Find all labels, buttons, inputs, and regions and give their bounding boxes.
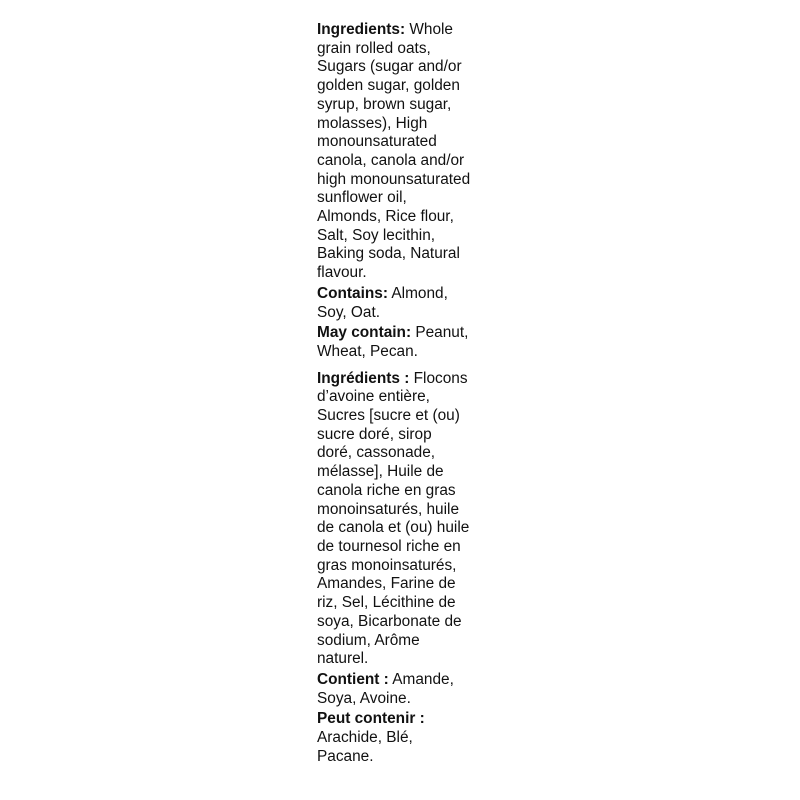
french-ingredients-block bbox=[317, 370, 492, 669]
french-ingredients-text: naturel. bbox=[317, 650, 369, 668]
english-may-contain-text: Peanut, bbox=[411, 324, 469, 342]
english-ingredients-text: Whole bbox=[405, 21, 453, 38]
english-ingredients-text: Almonds, Rice flour, bbox=[317, 208, 454, 226]
english-ingredients-text: syrup, brown sugar, bbox=[317, 95, 452, 113]
english-ingredients-text: grain rolled oats, bbox=[317, 39, 431, 57]
english-ingredients-text: sunflower oil, bbox=[317, 189, 407, 207]
french-ingredients-text: soya, Bicarbonate de bbox=[317, 612, 462, 630]
english-ingredients-text: monounsaturated bbox=[317, 133, 437, 151]
english-contains-text: Almond, bbox=[387, 284, 448, 302]
english-contains-line-1 bbox=[317, 285, 492, 304]
french-may-contain-block bbox=[317, 710, 492, 766]
french-ingredients-text: sodium, Arôme bbox=[317, 631, 420, 649]
french-contains-heading: Contient : bbox=[317, 670, 389, 688]
french-ingredients-text: gras monoinsaturés, bbox=[317, 556, 457, 574]
french-ingredients-text: canola riche en gras bbox=[317, 481, 456, 499]
french-ingredients-text: Sucres [sucre et (ou) bbox=[317, 407, 460, 425]
french-ingredients-text: sucre doré, sirop bbox=[317, 425, 432, 443]
english-ingredients-text: Sugars (sugar and/or bbox=[317, 58, 462, 76]
english-ingredients-text: flavour. bbox=[317, 264, 367, 282]
french-may-contain-heading: Peut contenir : bbox=[317, 710, 425, 728]
french-ingredients-heading: Ingrédients : bbox=[317, 369, 410, 387]
french-contains-text: Soya, Avoine. bbox=[317, 689, 411, 707]
french-ingredients-text: Amandes, Farine de bbox=[317, 575, 456, 593]
english-may-contain-line-1 bbox=[317, 324, 492, 343]
english-may-contain-block bbox=[317, 324, 492, 361]
english-ingredients-text: Baking soda, Natural bbox=[317, 245, 460, 263]
french-ingredients-text: d’avoine entière, bbox=[317, 388, 430, 406]
english-ingredients-text: molasses), High bbox=[317, 114, 428, 132]
english-ingredients-text: canola, canola and/or bbox=[317, 151, 465, 169]
english-ingredients-block bbox=[317, 21, 492, 283]
english-contains-block bbox=[317, 285, 492, 322]
english-may-contain-text: Wheat, Pecan. bbox=[317, 342, 418, 360]
english-ingredients-line-1 bbox=[317, 21, 492, 40]
french-ingredients-text: doré, cassonade, bbox=[317, 444, 436, 462]
english-ingredients-text: Salt, Soy lecithin, bbox=[317, 226, 436, 244]
english-contains-text: Soy, Oat. bbox=[317, 303, 381, 321]
english-may-contain-heading: May contain: bbox=[317, 324, 412, 342]
french-ingredients-text: Flocons bbox=[409, 369, 468, 387]
french-may-contain-text: Pacane. bbox=[317, 747, 374, 765]
french-ingredients-text: mélasse], Huile de bbox=[317, 463, 444, 481]
english-ingredients-heading: Ingredients: bbox=[317, 21, 406, 38]
english-ingredients-text: golden sugar, golden bbox=[317, 77, 460, 95]
french-ingredients-line-1 bbox=[317, 370, 492, 389]
french-ingredients-text: de tournesol riche en bbox=[317, 537, 461, 555]
english-ingredients-text: high monounsaturated bbox=[317, 170, 471, 188]
french-contains-block bbox=[317, 671, 492, 708]
english-contains-heading: Contains: bbox=[317, 284, 388, 302]
french-contains-line-1 bbox=[317, 671, 492, 690]
french-ingredients-text: riz, Sel, Lécithine de bbox=[317, 594, 456, 612]
french-contains-text: Amande, bbox=[388, 670, 454, 688]
french-may-contain-text: Arachide, Blé, bbox=[317, 729, 413, 747]
ingredient-label-panel bbox=[317, 21, 492, 766]
french-ingredients-text: de canola et (ou) huile bbox=[317, 519, 470, 537]
french-ingredients-text: monoinsaturés, huile bbox=[317, 500, 460, 518]
